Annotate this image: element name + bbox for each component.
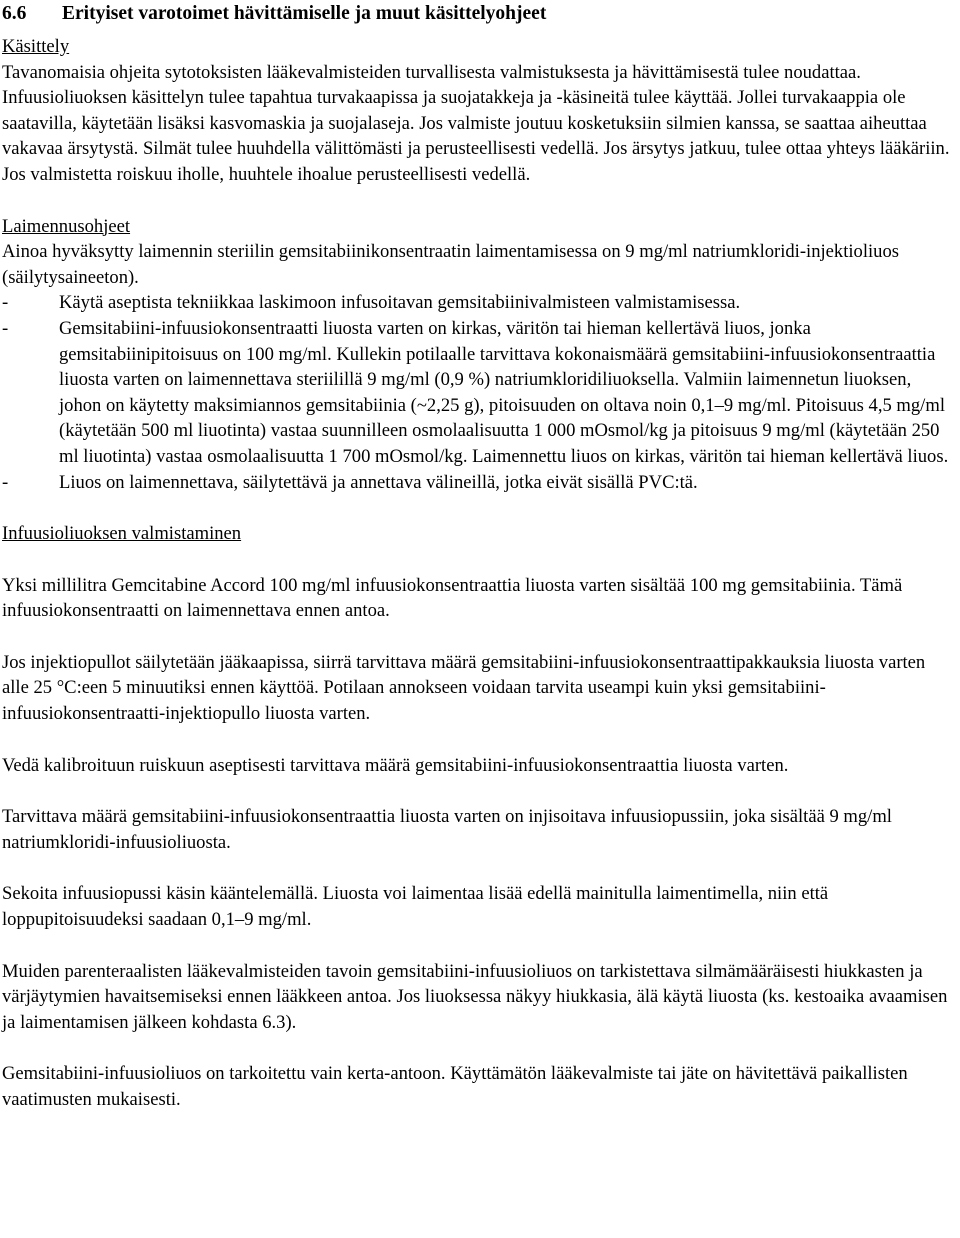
valmistaminen-paragraph: Gemsitabiini-infuusioliuos on tarkoitettu vain kerta-antoon. Käyttämätön lääkevalmiste tai jäte on hävitettävä paikallisten vaatimusten mukaisesti.	[2, 1063, 908, 1110]
list-dash: -	[2, 292, 9, 314]
kasittely-title: Käsittely	[2, 36, 70, 57]
valmistaminen-title: Infuusioliuoksen valmistaminen	[2, 523, 242, 545]
section-title: Erityiset varotoimet hävittämiselle ja muut käsittelyohjeet	[62, 3, 547, 24]
list-item	[2, 290, 956, 316]
document-page	[2, 0, 956, 1113]
valmistaminen-paragraph: Sekoita infuusiopussi käsin kääntelemällä. Liuosta voi laimentaa lisää edellä mainitulla laimentimella, niin että loppupitoisuudeksi saadaan 0,1–9 mg/ml.	[2, 883, 829, 931]
laimennus-title: Laimennusohjeet	[2, 215, 131, 237]
list-item-text: Liuos on laimennettava, säilytettävä ja annettava välineillä, jotka eivät sisällä PVC:tä.	[59, 471, 698, 493]
valmistaminen-paragraph: Jos injektiopullot säilytetään jääkaapissa, siirrä tarvittava määrä gemsitabiini-infuusiokonsentraattipakkauksia liuosta varten alle 25 °C:een 5 minuutiksi ennen käyttöä. Potilaan annokseen voidaan tarvita useampi kuin yksi gemsitabiini-infuusiokonsentraatti-injektiopullo liuosta varten.	[2, 651, 926, 725]
section-heading	[2, 0, 956, 26]
valmistaminen-paragraph: Yksi millilitra Gemcitabine Accord 100 mg/ml infuusiokonsentraattia liuosta varten sisältää 100 mg gemsitabiinia. Tämä infuusiokonsentraatti on laimennettava ennen antoa.	[2, 574, 903, 622]
list-item-text: Gemsitabiini-infuusiokonsentraatti liuosta varten on kirkas, väritön tai hieman kellertävä liuos, jonka gemsitabiinipitoisuus on 100 mg/ml. Kullekin potilaalle tarvittava kokonaismäärä gemsitabiini-infuusiokonsentraattia liuosta varten on laimennettava steriilillä 9 mg/ml (0,9 %) natriumkloridiliuoksella. Valmiin laimennetun liuoksen, johon on käytetty maksimiannos gemsitabiinia (~2,25 g), pitoisuuden on oltava noin 0,1–9 mg/ml. Pitoisuus 4,5 mg/ml (käytetään 500 ml liuotinta) vastaa suunnilleen osmolaalisuutta 1 000 mOsmol/kg ja pitoisuus 9 mg/ml (käytetään 250 ml liuotinta) vastaa osmolaalisuutta 1 700 mOsmol/kg. Laimennettu liuos on kirkas, väritön tai hieman kellertävä liuos.	[59, 317, 949, 467]
list-dash: -	[2, 317, 9, 339]
kasittely-text: Tavanomaisia ohjeita sytotoksisten lääkevalmisteiden turvallisesta valmistuksesta ja hävittämisestä tulee noudattaa. Infuusioliuoksen käsittelyn tulee tapahtua turvakaapissa ja suojatakkeja ja -käsineitä tulee käyttää. Jollei turvakaappia ole saatavilla, käytetään lisäksi kasvomaskia ja suojalaseja. Jos valmiste joutuu kosketuksiin silmien kanssa, se saattaa aiheuttaa vakavaa ärsytystä. Silmät tulee huuhdella välittömästi ja perusteellisesti vedellä. Jos ärsytys jatkuu, tulee ottaa yhteys lääkäriin. Jos valmistetta roiskuu iholle, huuhtele ihoalue perusteellisesti vedellä.	[2, 61, 950, 185]
list-dash: -	[2, 471, 9, 493]
list-item	[2, 470, 956, 496]
laimennus-list	[2, 290, 956, 495]
section-number: 6.6	[2, 3, 27, 24]
list-item	[2, 316, 956, 470]
laimennus-intro: Ainoa hyväksytty laimennin steriilin gemsitabiinikonsentraatin laimentamisessa on 9 mg/ml natriumkloridi-injektioliuos (säilytysaineeton).	[2, 241, 900, 288]
valmistaminen-paragraph: Muiden parenteraalisten lääkevalmisteiden tavoin gemsitabiini-infuusioliuos on tarkistettava silmämääräisesti hiukkasten ja värjäytymien havaitsemiseksi ennen lääkkeen antoa. Jos liuoksessa näkyy hiukkasia, älä käytä liuosta (ks. kestoaika avaamisen ja laimentamisen jälkeen kohdasta 6.3).	[2, 960, 948, 1033]
valmistaminen-paragraph: Vedä kalibroituun ruiskuun aseptisesti tarvittava määrä gemsitabiini-infuusiokonsentraattia liuosta varten.	[2, 754, 789, 776]
valmistaminen-paragraph: Tarvittava määrä gemsitabiini-infuusiokonsentraattia liuosta varten on injisoitava infuusiopussiin, joka sisältää 9 mg/ml natriumkloridi-infuusioliuosta.	[2, 806, 892, 853]
list-item-text: Käytä aseptista tekniikkaa laskimoon infusoitavan gemsitabiinivalmisteen valmistamisessa.	[59, 292, 741, 314]
